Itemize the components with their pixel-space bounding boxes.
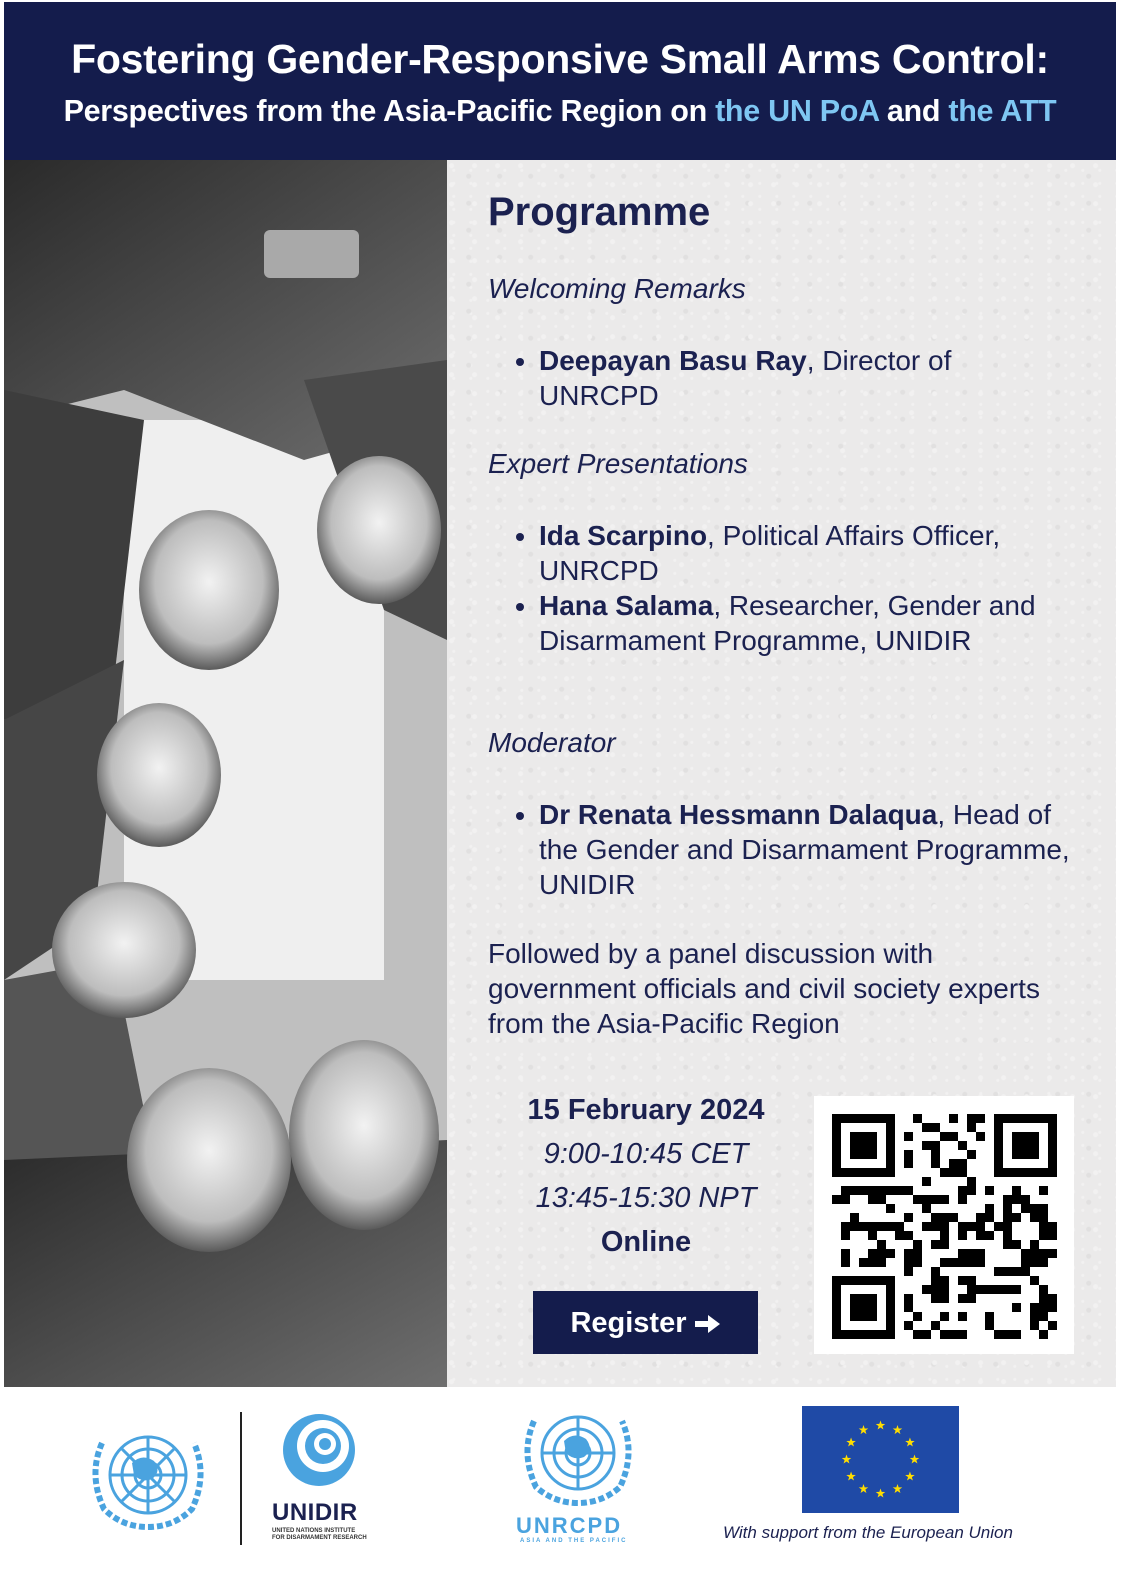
header-banner — [4, 2, 1116, 160]
un-emblem-logo — [82, 1423, 214, 1538]
experts-heading: Expert Presentations — [488, 448, 748, 479]
speaker-name: Ida Scarpino — [539, 520, 708, 551]
group-photo — [4, 160, 447, 1387]
registration-qr-code[interactable] — [814, 1096, 1074, 1354]
eu-star-icon — [846, 1472, 856, 1481]
eu-star-icon — [905, 1438, 915, 1447]
eu-flag-logo — [802, 1406, 959, 1513]
eu-star-icon — [893, 1425, 903, 1434]
logo-divider — [240, 1412, 242, 1545]
list-item — [539, 518, 1069, 588]
eu-star-icon — [910, 1455, 920, 1464]
welcoming-list — [513, 343, 979, 413]
unidir-full-line-1: UNITED NATIONS INSTITUTE — [272, 1528, 356, 1534]
unidir-full-line-2: FOR DISARMAMENT RESEARCH — [272, 1535, 367, 1541]
speaker-role: , Director of UNRCPD — [539, 345, 952, 411]
eu-star-icon — [859, 1425, 869, 1434]
eu-star-icon — [876, 1421, 886, 1430]
eu-star-icon — [842, 1455, 852, 1464]
welcoming-heading: Welcoming Remarks — [488, 273, 746, 304]
event-time-cet: 9:00-10:45 CET — [543, 1138, 749, 1170]
footer-logos — [0, 1387, 1125, 1578]
moderator-list — [513, 797, 1084, 902]
programme-panel — [447, 160, 1116, 1387]
speaker-name: Deepayan Basu Ray — [539, 345, 807, 376]
moderator-heading: Moderator — [488, 727, 616, 758]
register-button[interactable] — [533, 1291, 758, 1354]
event-title: Fostering Gender-Responsive Small Arms Control: — [71, 36, 1049, 82]
subtitle-text-2: and — [878, 94, 949, 128]
speaker-role: , Researcher, Gender and Disarmament Programme, UNIDIR — [539, 590, 1036, 656]
speaker-role: , Head of the Gender and Disarmament Programme, UNIDIR — [539, 799, 1070, 900]
eu-star-icon — [876, 1489, 886, 1498]
eu-star-icon — [846, 1438, 856, 1447]
eu-support-caption: With support from the European Union — [723, 1523, 1013, 1542]
unidir-logo — [279, 1410, 359, 1495]
event-mode: Online — [600, 1226, 692, 1258]
list-item — [539, 588, 1069, 658]
unidir-full-name — [272, 1528, 382, 1542]
speaker-role: , Political Affairs Officer, UNRCPD — [539, 520, 1001, 586]
speaker-name: Dr Renata Hessmann Dalaqua — [539, 799, 938, 830]
unidir-name: UNIDIR — [272, 1499, 358, 1526]
programme-title: Programme — [488, 190, 711, 234]
unidir-swirl-icon — [279, 1410, 359, 1490]
subtitle-text-1: Perspectives from the Asia-Pacific Region on — [63, 94, 716, 128]
eu-star-icon — [859, 1484, 869, 1493]
group-photo-illustration — [4, 160, 447, 1387]
qr-code-icon — [814, 1096, 1074, 1354]
eu-star-icon — [905, 1472, 915, 1481]
subtitle-highlight-poa: the UN PoA — [715, 94, 879, 128]
event-date: 15 February 2024 — [527, 1094, 765, 1126]
eu-stars-icon — [802, 1406, 959, 1513]
event-details — [507, 1088, 785, 1264]
speaker-name: Hana Salama — [539, 590, 714, 621]
unrcpd-logo — [512, 1403, 644, 1516]
list-item — [539, 797, 1084, 902]
event-time-npt: 13:45-15:30 NPT — [535, 1182, 757, 1214]
experts-list — [513, 518, 1069, 658]
unrcpd-emblem-icon — [512, 1403, 644, 1511]
panel-discussion-note: Followed by a panel discussion with government officials and civil society experts from the Asia-Pacific Region — [488, 938, 1040, 1039]
register-label: Register — [570, 1307, 687, 1339]
arrow-right-icon — [695, 1307, 721, 1339]
un-emblem-icon — [82, 1423, 214, 1533]
unrcpd-region: ASIA AND THE PACIFIC — [520, 1538, 628, 1544]
event-subtitle — [4, 94, 1116, 129]
subtitle-highlight-att: the ATT — [948, 94, 1057, 128]
list-item — [539, 343, 979, 413]
eu-star-icon — [893, 1484, 903, 1493]
unrcpd-name: UNRCPD — [516, 1513, 623, 1538]
